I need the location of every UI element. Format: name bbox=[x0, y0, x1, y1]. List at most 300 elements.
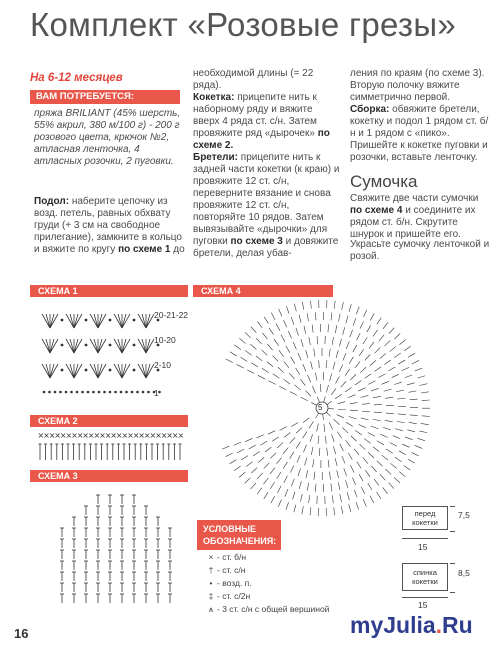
chain-dot bbox=[43, 391, 46, 394]
chain-dot bbox=[85, 319, 88, 322]
round-stitch bbox=[277, 458, 282, 464]
round-stitch bbox=[398, 414, 406, 415]
fan-stitch bbox=[46, 314, 50, 328]
legend-symbol: ‡ bbox=[208, 591, 214, 601]
round-stitch bbox=[286, 306, 289, 314]
fan-stitch bbox=[74, 314, 82, 328]
round-stitch bbox=[394, 477, 400, 483]
front-yoke-diagram: перед кокетки bbox=[402, 506, 448, 530]
dimension-line bbox=[450, 563, 455, 593]
round-stitch bbox=[256, 338, 261, 344]
legend-header bbox=[197, 520, 281, 550]
round-stitch bbox=[294, 505, 296, 513]
round-stitch bbox=[380, 474, 385, 480]
round-stitch bbox=[226, 359, 233, 363]
chain-dot bbox=[114, 391, 117, 394]
round-stitch bbox=[350, 374, 356, 380]
sc-stitch: × bbox=[149, 431, 157, 440]
round-stitch bbox=[289, 373, 294, 379]
round-stitch bbox=[345, 369, 350, 376]
sc-stitch: × bbox=[132, 431, 140, 440]
fan-stitch bbox=[118, 364, 122, 378]
round-stitch bbox=[407, 430, 415, 432]
round-stitch bbox=[389, 483, 394, 489]
watermark bbox=[350, 612, 473, 639]
round-stitch bbox=[415, 368, 422, 371]
round-stitch bbox=[370, 496, 374, 503]
round-stitch bbox=[390, 443, 397, 447]
round-stitch bbox=[334, 507, 335, 515]
round-stitch bbox=[251, 363, 258, 367]
round-stitch bbox=[335, 394, 342, 399]
round-stitch bbox=[310, 434, 313, 442]
round-stitch bbox=[296, 442, 300, 449]
round-stitch bbox=[417, 376, 425, 378]
round-stitch bbox=[278, 499, 281, 506]
scheme-1-row-label: 10-20 bbox=[154, 335, 176, 345]
round-stitch bbox=[268, 431, 275, 434]
round-stitch bbox=[271, 496, 275, 503]
round-stitch bbox=[397, 421, 405, 422]
round-stitch bbox=[297, 455, 300, 462]
fan-stitch bbox=[142, 364, 146, 378]
fan-stitch bbox=[50, 314, 58, 328]
legend-item bbox=[205, 591, 250, 601]
round-stitch bbox=[301, 339, 303, 347]
column-2 bbox=[193, 68, 341, 260]
fan-stitch bbox=[98, 314, 102, 328]
round-stitch bbox=[373, 419, 381, 421]
round-stitch bbox=[284, 379, 290, 384]
round-stitch bbox=[353, 318, 356, 325]
fan-stitch bbox=[50, 314, 54, 328]
legend-item bbox=[205, 552, 246, 562]
round-stitch bbox=[358, 388, 365, 391]
round-stitch bbox=[251, 483, 256, 489]
chain-dot bbox=[103, 391, 106, 394]
sc-stitch: × bbox=[177, 431, 185, 440]
round-stitch bbox=[234, 442, 241, 445]
round-stitch bbox=[314, 472, 315, 480]
round-stitch bbox=[267, 362, 273, 367]
round-stitch bbox=[307, 313, 308, 321]
round-stitch bbox=[257, 473, 262, 479]
watermark-dot: . bbox=[435, 612, 443, 638]
fan-stitch bbox=[114, 364, 122, 378]
round-stitch bbox=[338, 409, 346, 410]
round-stitch bbox=[395, 457, 402, 461]
column-3 bbox=[350, 68, 490, 164]
round-stitch bbox=[328, 324, 329, 332]
round-stitch bbox=[350, 465, 354, 472]
round-stitch bbox=[247, 370, 254, 374]
round-stitch bbox=[363, 337, 367, 344]
bag-p1-ref: по схеме 4 bbox=[350, 205, 403, 216]
round-stitch bbox=[361, 395, 369, 397]
round-stitch bbox=[363, 457, 368, 463]
round-stitch bbox=[336, 350, 338, 358]
round-stitch bbox=[342, 302, 344, 310]
bag-paragraph-1 bbox=[350, 193, 490, 241]
round-stitch bbox=[365, 374, 372, 379]
podol-paragraph bbox=[34, 196, 189, 256]
round-stitch bbox=[311, 361, 313, 369]
round-stitch bbox=[415, 445, 422, 448]
round-stitch bbox=[294, 385, 300, 390]
fan-stitch bbox=[70, 314, 74, 328]
round-stitch bbox=[385, 340, 391, 346]
round-stitch bbox=[286, 502, 289, 510]
round-stitch bbox=[341, 506, 343, 514]
watermark-domain: Ru bbox=[442, 612, 473, 638]
round-stitch bbox=[236, 364, 243, 368]
podol-ref: по схеме 1 bbox=[118, 244, 171, 255]
fan-stitch bbox=[118, 339, 122, 353]
round-stitch bbox=[329, 422, 333, 429]
sc-stitch: × bbox=[48, 431, 56, 440]
round-stitch bbox=[405, 437, 413, 440]
bag-paragraph-2: Украсьте сумочку ленточкой и розой. bbox=[350, 239, 490, 262]
sc-stitch: × bbox=[93, 431, 101, 440]
round-stitch bbox=[310, 301, 311, 309]
round-stitch bbox=[376, 492, 380, 499]
legend-header-1: УСЛОВНЫЕ bbox=[203, 524, 257, 534]
chain-dot bbox=[85, 344, 88, 347]
round-stitch bbox=[264, 317, 268, 324]
sc-stitch: × bbox=[99, 431, 106, 440]
round-stitch bbox=[294, 304, 296, 312]
round-stitch bbox=[239, 472, 245, 477]
sc-stitch: × bbox=[82, 431, 90, 440]
legend-text: - возд. п. bbox=[217, 578, 252, 588]
round-stitch bbox=[367, 325, 371, 332]
fan-stitch bbox=[66, 339, 74, 353]
round-stitch bbox=[360, 321, 363, 328]
round-stitch bbox=[328, 460, 329, 468]
round-stitch bbox=[315, 484, 316, 492]
back-yoke-diagram: спинка кокетки bbox=[402, 563, 448, 591]
chain-dot bbox=[109, 319, 112, 322]
round-stitch bbox=[329, 349, 330, 357]
round-stitch bbox=[291, 317, 294, 325]
round-stitch bbox=[373, 447, 379, 452]
round-stitch bbox=[409, 391, 417, 392]
fan-stitch bbox=[98, 314, 106, 328]
chain-dot bbox=[54, 391, 57, 394]
round-stitch bbox=[283, 462, 287, 469]
round-stitch bbox=[340, 444, 344, 451]
legend-header-2: ОБОЗНАЧЕНИЯ: bbox=[203, 536, 277, 546]
round-stitch bbox=[280, 427, 287, 431]
round-stitch bbox=[291, 479, 294, 486]
fan-stitch bbox=[66, 364, 74, 378]
round-stitch bbox=[385, 397, 393, 398]
sc-stitch: × bbox=[155, 431, 162, 440]
round-stitch bbox=[331, 388, 336, 395]
round-stitch bbox=[362, 404, 370, 405]
round-stitch bbox=[334, 301, 335, 309]
legend-symbol: † bbox=[208, 565, 214, 575]
materials-text: пряжа BRILIANT (45% шерсть, 55% акрил, 380 м/100 г) - 200 г розового цвета, крючок №2, атласная ленточка, 4 атласных розочки, 2 пуговки. bbox=[34, 108, 181, 167]
materials-header: ВАМ ПОТРЕБУЕТСЯ: bbox=[30, 90, 180, 104]
round-stitch bbox=[349, 416, 357, 418]
page-title: Комплект «Розовые грезы» bbox=[30, 6, 457, 43]
scheme-4-header: СХЕМА 4 bbox=[193, 285, 333, 297]
chain-dot bbox=[109, 391, 112, 394]
round-stitch bbox=[241, 357, 248, 361]
legend-text: - ст. с/2н bbox=[217, 591, 251, 601]
round-stitch bbox=[336, 376, 340, 383]
sc-stitch: × bbox=[104, 431, 112, 440]
round-stitch bbox=[368, 433, 375, 437]
round-stitch bbox=[383, 487, 388, 493]
round-stitch bbox=[290, 392, 297, 396]
round-stitch bbox=[399, 472, 405, 477]
front-yoke-width: 15 bbox=[418, 542, 428, 552]
dimension-line bbox=[402, 597, 448, 598]
round-stitch bbox=[385, 469, 391, 475]
round-stitch bbox=[313, 459, 314, 467]
chain-dot bbox=[120, 391, 123, 394]
round-stitch bbox=[345, 480, 347, 488]
round-stitch bbox=[331, 313, 332, 321]
round-stitch bbox=[251, 468, 257, 473]
round-stitch bbox=[312, 386, 315, 393]
round-stitch bbox=[260, 441, 267, 445]
round-stitch bbox=[344, 468, 347, 476]
bretel-label: Бретели: bbox=[193, 152, 239, 163]
round-stitch bbox=[330, 373, 332, 381]
fan-stitch bbox=[50, 364, 58, 378]
round-stitch bbox=[346, 316, 348, 324]
round-stitch bbox=[339, 314, 341, 322]
legend-symbol: ⩚ bbox=[208, 604, 214, 614]
round-stitch bbox=[408, 459, 415, 463]
legend-item bbox=[205, 578, 252, 588]
round-stitch bbox=[332, 495, 333, 503]
round-stitch bbox=[264, 492, 268, 499]
round-stitch bbox=[326, 385, 328, 393]
round-stitch bbox=[338, 482, 340, 490]
round-stitch bbox=[412, 360, 419, 364]
round-stitch bbox=[393, 436, 400, 439]
fan-stitch bbox=[50, 339, 54, 353]
round-stitch bbox=[304, 326, 306, 334]
podol-text: наберите цепочку из возд. петель, равных обхвату груди (+ 3 см на свободное прилегание), замкните в кольцо и вяжите по кругу bbox=[34, 196, 182, 255]
round-stitch bbox=[359, 349, 364, 356]
fan-stitch bbox=[142, 314, 146, 328]
fan-stitch bbox=[94, 314, 98, 328]
round-stitch bbox=[377, 461, 383, 467]
fan-stitch bbox=[50, 364, 54, 378]
round-stitch bbox=[315, 373, 316, 381]
sborka-text: обвяжите бретели, кокетку и подол 1 рядом ст. б/н и 1 рядом с «пико». Пришейте к кокетке пуговки и розочки, вставьте ленточку. bbox=[350, 104, 489, 163]
round-stitch bbox=[371, 426, 379, 429]
round-stitch bbox=[308, 375, 311, 382]
round-stitch bbox=[262, 333, 267, 339]
round-stitch bbox=[281, 335, 285, 342]
round-stitch bbox=[271, 313, 275, 320]
round-stitch bbox=[320, 384, 321, 392]
round-stitch bbox=[270, 482, 274, 489]
round-stitch bbox=[303, 418, 309, 423]
round-stitch bbox=[234, 466, 241, 471]
round-stitch bbox=[270, 468, 275, 474]
chain-dot bbox=[48, 391, 51, 394]
round-stitch bbox=[290, 452, 294, 459]
round-stitch bbox=[302, 506, 303, 514]
chain-dot bbox=[109, 369, 112, 372]
scheme-2-chart bbox=[36, 428, 186, 468]
scheme-1-header: СХЕМА 1 bbox=[30, 285, 188, 297]
round-stitch bbox=[298, 353, 301, 360]
round-stitch bbox=[421, 423, 429, 424]
legend-item bbox=[205, 565, 245, 575]
page-number: 16 bbox=[14, 626, 29, 641]
scheme-1-row-label: 2-10 bbox=[154, 360, 172, 370]
koketka-ref: по схеме 2. bbox=[193, 128, 330, 151]
scheme-1-row-label: 20-21-22 bbox=[154, 310, 189, 320]
round-stitch bbox=[318, 436, 319, 444]
round-stitch bbox=[394, 382, 402, 384]
round-stitch bbox=[276, 324, 280, 331]
koketka-text: прицепите нить к наборному ряду и вяжите вверх 4 ряда ст. с/н. Затем провяжите ряд «дырочек» bbox=[193, 92, 317, 139]
watermark-name: myJulia bbox=[350, 612, 436, 638]
round-stitch bbox=[311, 447, 313, 455]
round-stitch bbox=[348, 395, 355, 398]
round-stitch bbox=[343, 327, 345, 335]
round-stitch bbox=[355, 362, 360, 368]
round-stitch bbox=[365, 470, 370, 477]
round-stitch bbox=[355, 381, 362, 386]
round-stitch bbox=[274, 339, 279, 346]
round-stitch bbox=[285, 489, 288, 496]
round-stitch bbox=[378, 374, 385, 378]
sc-stitch: × bbox=[65, 431, 73, 440]
scheme-2-header: СХЕМА 2 bbox=[30, 415, 188, 427]
fan-stitch bbox=[74, 314, 78, 328]
podol-label: Подол: bbox=[34, 196, 70, 207]
round-stitch bbox=[349, 504, 351, 512]
round-stitch bbox=[230, 460, 237, 464]
chain-dot bbox=[147, 391, 150, 394]
round-stitch bbox=[371, 466, 376, 472]
round-stitch bbox=[296, 328, 298, 336]
sc-stitch: × bbox=[121, 431, 129, 440]
round-stitch bbox=[374, 412, 382, 413]
round-stitch bbox=[361, 487, 365, 494]
round-stitch bbox=[394, 333, 400, 339]
round-stitch bbox=[245, 332, 251, 338]
chain-dot bbox=[133, 344, 136, 347]
round-stitch bbox=[301, 494, 303, 502]
fan-stitch bbox=[66, 314, 74, 328]
chain-dot bbox=[98, 391, 101, 394]
round-stitch bbox=[303, 432, 307, 439]
round-stitch bbox=[349, 357, 353, 364]
round-stitch bbox=[330, 472, 331, 480]
round-stitch bbox=[284, 362, 289, 368]
round-stitch bbox=[312, 325, 313, 333]
round-stitch bbox=[299, 481, 301, 489]
round-stitch bbox=[384, 360, 391, 365]
round-stitch bbox=[373, 330, 378, 337]
round-stitch bbox=[291, 357, 295, 364]
round-stitch bbox=[307, 483, 308, 491]
fan-stitch bbox=[90, 339, 98, 353]
round-stitch bbox=[360, 367, 366, 372]
round-stitch bbox=[251, 327, 256, 333]
round-stitch bbox=[279, 350, 284, 356]
round-stitch bbox=[354, 449, 359, 455]
fan-stitch bbox=[114, 339, 122, 353]
round-stitch bbox=[362, 411, 370, 412]
round-stitch bbox=[291, 422, 298, 426]
round-stitch bbox=[371, 388, 379, 391]
round-stitch bbox=[402, 367, 409, 370]
round-stitch bbox=[293, 492, 295, 500]
round-stitch bbox=[350, 330, 353, 337]
fan-stitch bbox=[122, 314, 130, 328]
round-stitch bbox=[368, 452, 374, 458]
chain-dot bbox=[125, 391, 128, 394]
sc-stitch: × bbox=[138, 431, 146, 440]
bretel-text: прицепите нить к задней части кокетки (к краю) и провяжите 12 ст. с/н, переверните вязание и снова провяжите 12 ст. с/н, повторяйте 10 рядов. Затем вывязывайте «дырочки» для пуговки bbox=[193, 152, 340, 247]
fan-stitch bbox=[118, 314, 122, 328]
round-stitch bbox=[410, 415, 418, 416]
round-stitch bbox=[314, 349, 315, 357]
fan-stitch bbox=[74, 364, 78, 378]
round-stitch bbox=[246, 462, 252, 467]
round-stitch bbox=[407, 383, 415, 385]
round-stitch bbox=[335, 458, 337, 466]
round-stitch bbox=[284, 476, 288, 483]
fan-stitch bbox=[138, 339, 146, 353]
round-stitch bbox=[245, 438, 252, 441]
fan-stitch bbox=[122, 339, 130, 353]
sc-stitch: × bbox=[115, 431, 123, 440]
bretel-tail: и довяжите бретели, делая убав- bbox=[193, 236, 339, 259]
round-stitch bbox=[346, 341, 349, 348]
round-stitch bbox=[399, 340, 405, 345]
round-stitch bbox=[250, 344, 256, 349]
round-stitch bbox=[326, 360, 327, 368]
round-stitch bbox=[395, 429, 403, 431]
round-stitch bbox=[379, 335, 384, 341]
round-stitch bbox=[241, 456, 248, 460]
legend-item bbox=[205, 604, 329, 615]
round-stitch bbox=[249, 445, 256, 449]
round-stitch bbox=[337, 402, 345, 404]
round-stitch bbox=[309, 421, 313, 428]
round-stitch bbox=[375, 367, 382, 372]
chain-dot bbox=[133, 319, 136, 322]
round-stitch bbox=[267, 344, 272, 350]
round-stitch bbox=[396, 390, 404, 392]
round-stitch bbox=[389, 328, 394, 334]
round-stitch bbox=[290, 438, 295, 444]
chain-dot bbox=[136, 391, 139, 394]
round-stitch bbox=[222, 446, 229, 449]
chain-dot bbox=[61, 319, 64, 322]
chain-dot bbox=[59, 391, 62, 394]
round-stitch bbox=[363, 499, 366, 506]
bag-p1-b: и соедините их рядом ст. б/н. Скрутите шнурок и пришейте его. bbox=[350, 205, 476, 240]
scheme-4-chart bbox=[210, 295, 440, 525]
sc-stitch: × bbox=[87, 431, 95, 440]
round-stitch bbox=[327, 448, 328, 456]
round-stitch bbox=[293, 342, 296, 349]
